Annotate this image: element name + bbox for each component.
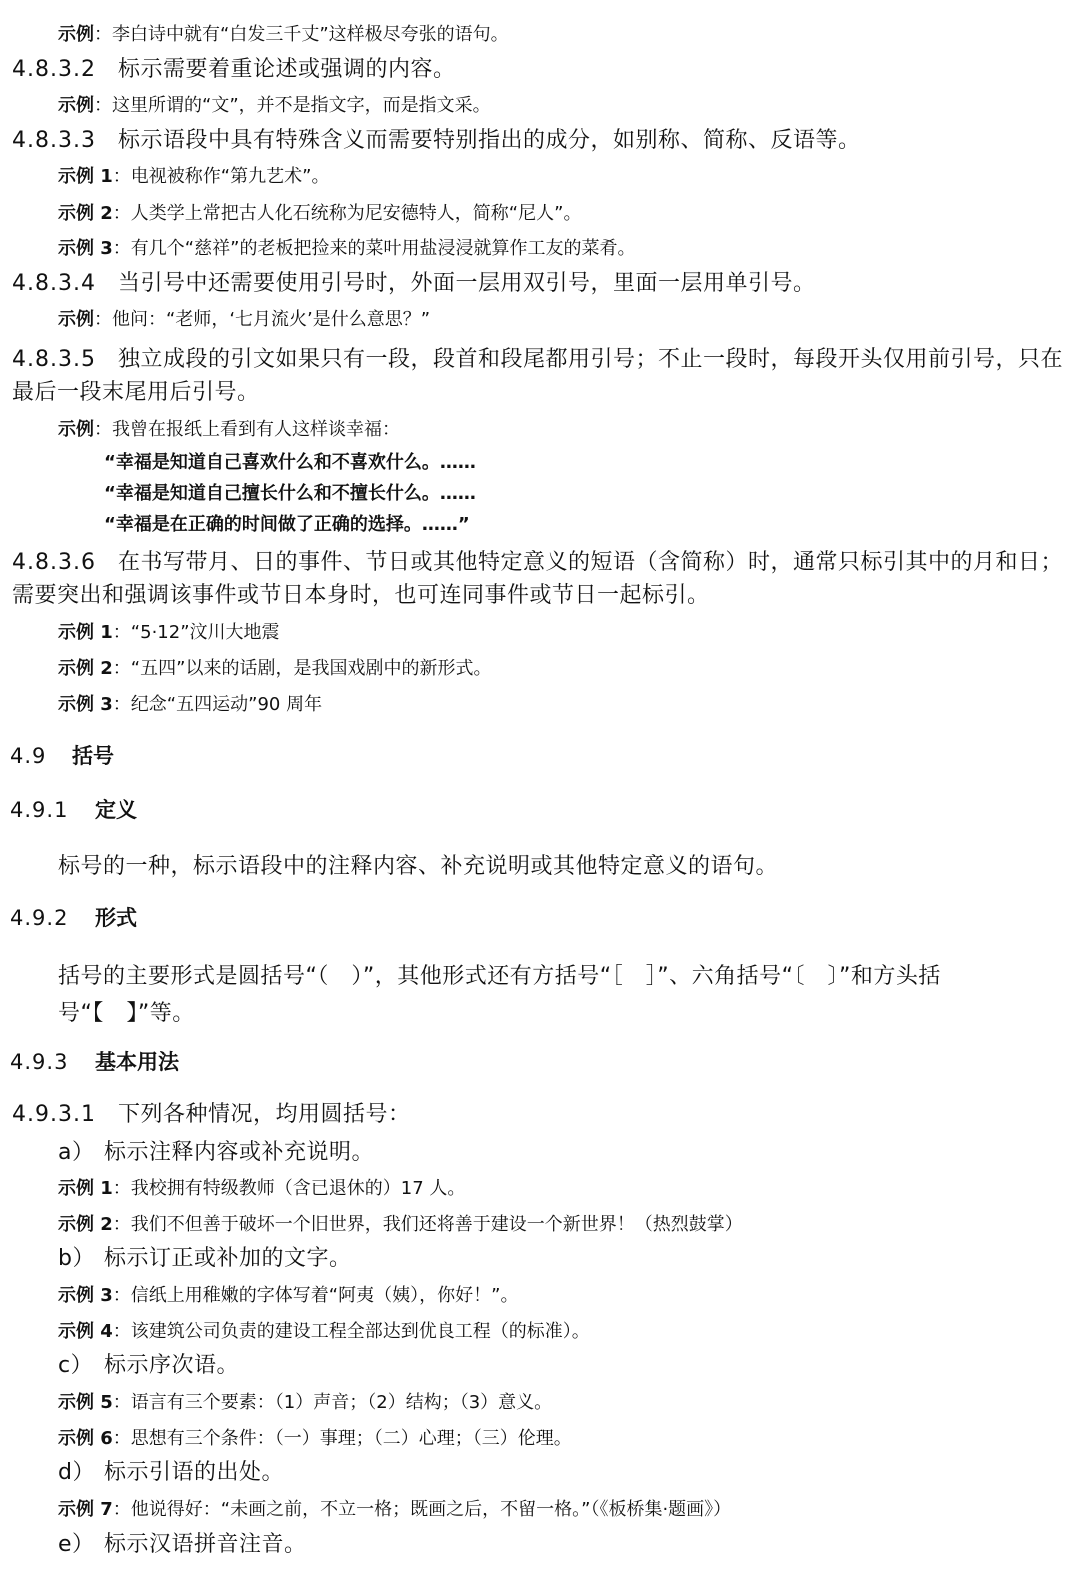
section-heading-4-9-2: 4.9.2 形式 xyxy=(10,906,137,930)
clause-4-9-3-1: 4.9.3.1 下列各种情况，均用圆括号： xyxy=(12,1102,411,1127)
list-item-a: a） 标示注释内容或补充说明。 xyxy=(58,1140,375,1165)
example-line: 示例 2：我们不但善于破坏一个旧世界，我们还将善于建设一个新世界！（热烈鼓掌） xyxy=(58,1214,743,1235)
example-line: 示例 4：该建筑公司负责的建设工程全部达到优良工程（的标准）。 xyxy=(58,1321,590,1342)
section-heading-4-9-3: 4.9.3 基本用法 xyxy=(10,1050,179,1074)
quoted-paragraph: “幸福是在正确的时间做了正确的选择。……” xyxy=(104,514,470,535)
example-line: 示例：这里所谓的“文”，并不是指文字，而是指文采。 xyxy=(58,95,491,116)
example-line: 示例：我曾在报纸上看到有人这样谈幸福： xyxy=(58,419,400,440)
clause-4-8-3-3: 4.8.3.3 标示语段中具有特殊含义而需要特别指出的成分，如别称、简称、反语等。 xyxy=(12,128,861,153)
example-line: 示例 7：他说得好：“未画之前，不立一格；既画之后，不留一格。”（《板桥集·题画》） xyxy=(58,1499,732,1520)
example-line: 示例 2：“五四”以来的话剧，是我国戏剧中的新形式。 xyxy=(58,658,492,679)
example-line: 示例：李白诗中就有“白发三千丈”这样极尽夸张的语句。 xyxy=(58,24,509,45)
list-item-d: d） 标示引语的出处。 xyxy=(58,1460,285,1485)
example-line: 示例 1：我校拥有特级教师（含已退休的）17 人。 xyxy=(58,1178,466,1199)
example-line: 示例 1：“5·12”汶川大地震 xyxy=(58,622,280,643)
example-line: 示例 2：人类学上常把古人化石统称为尼安德特人，简称“尼人”。 xyxy=(58,203,582,224)
quoted-paragraph: “幸福是知道自己喜欢什么和不喜欢什么。…… xyxy=(104,452,476,473)
list-item-e: e） 标示汉语拼音注音。 xyxy=(58,1532,307,1557)
clause-4-8-3-2: 4.8.3.2 标示需要着重论述或强调的内容。 xyxy=(12,57,456,82)
clause-4-8-3-6: 4.8.3.6 在书写带月、日的事件、节日或其他特定意义的短语（含简称）时，通常只标引其中的月和日；需要突出和强调该事件或节日本身时，也可连同事件或节日一起标引。 xyxy=(12,550,1064,608)
definition-paragraph: 标号的一种，标示语段中的注释内容、补充说明或其他特定意义的语句。 xyxy=(58,854,779,879)
section-heading-4-9: 4.9 括号 xyxy=(10,744,114,768)
list-item-c: c） 标示序次语。 xyxy=(58,1353,240,1378)
example-line: 示例 3：纪念“五四运动”90 周年 xyxy=(58,694,323,715)
quoted-paragraph: “幸福是知道自己擅长什么和不擅长什么。…… xyxy=(104,483,476,504)
section-heading-4-9-1: 4.9.1 定义 xyxy=(10,798,137,822)
example-line: 示例 1：电视被称作“第九艺术”。 xyxy=(58,166,330,187)
example-line: 示例 3：信纸上用稚嫩的字体写着“阿夷（姨），你好！”。 xyxy=(58,1285,519,1306)
list-item-b: b） 标示订正或补加的文字。 xyxy=(58,1246,352,1271)
clause-4-8-3-5: 4.8.3.5 独立成段的引文如果只有一段，段首和段尾都用引号；不止一段时，每段开头仅用前引号，只在最后一段末尾用后引号。 xyxy=(12,347,1064,405)
clause-4-8-3-4: 4.8.3.4 当引号中还需要使用引号时，外面一层用双引号，里面一层用单引号。 xyxy=(12,271,816,296)
example-line: 示例 5：语言有三个要素：（1）声音；（2）结构；（3）意义。 xyxy=(58,1392,553,1413)
example-line: 示例 6：思想有三个条件：（一）事理；（二）心理；（三）伦理。 xyxy=(58,1428,572,1449)
form-paragraph: 括号的主要形式是圆括号“（ ）”，其他形式还有方括号“［ ］”、六角括号“〔 〕”和方头括号“【 】”等。 xyxy=(58,964,941,1026)
example-line: 示例 3：有几个“慈祥”的老板把捡来的菜叶用盐浸浸就算作工友的菜肴。 xyxy=(58,238,636,259)
example-line: 示例：他问：“老师，‘七月流火’是什么意思？” xyxy=(58,309,431,330)
